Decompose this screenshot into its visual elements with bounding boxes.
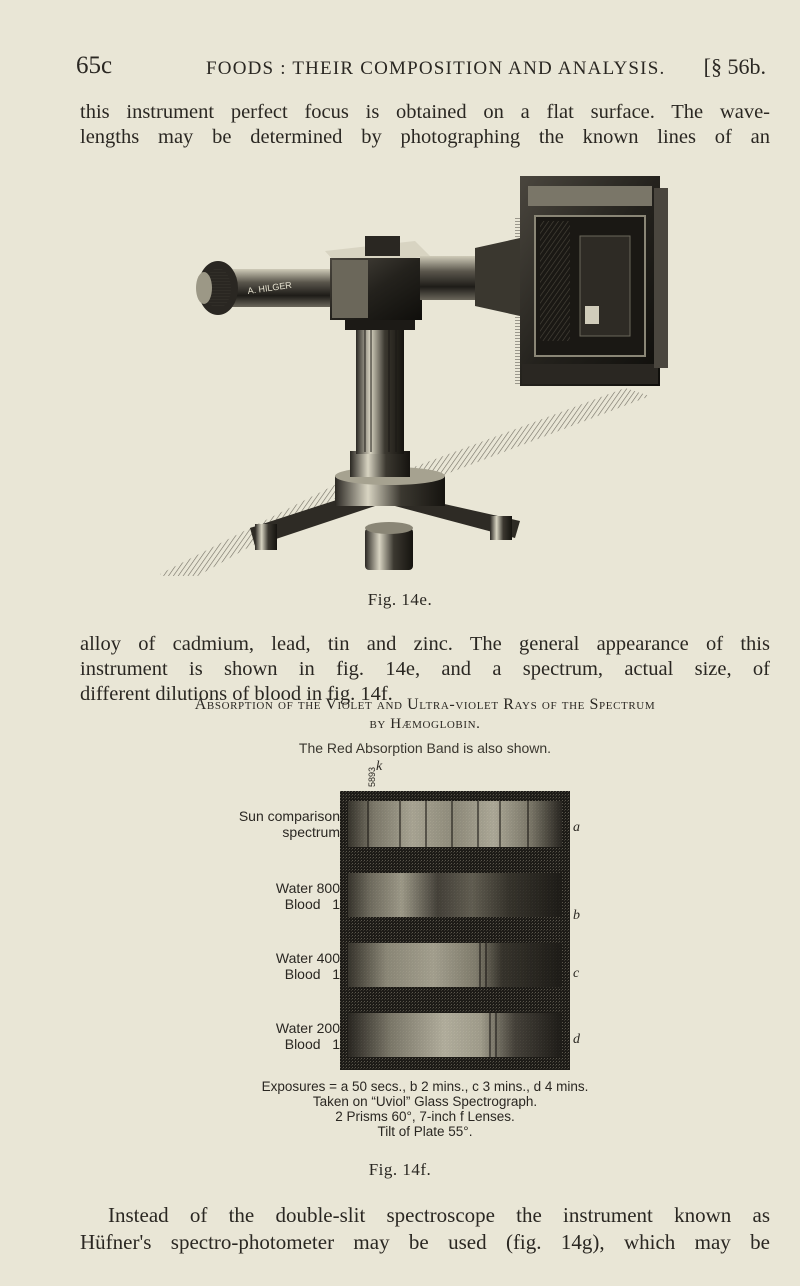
- figure-caption: Fig. 14f.: [368, 1160, 432, 1179]
- row-letter-c: c: [573, 966, 580, 981]
- text-line: Instead of the double-slit spectroscope the instrument known as: [108, 1203, 770, 1227]
- spectrum-photograph: [340, 791, 570, 1070]
- scale-letter: k: [376, 759, 383, 774]
- row-label-line: spectrum: [282, 824, 340, 840]
- tube-marking: A. HILGER: [246, 279, 293, 296]
- tripod-base: [160, 388, 650, 576]
- row-letter-d: d: [573, 1032, 580, 1047]
- figure-title-continued: by Hæmoglobin.: [369, 716, 481, 732]
- text-line: alloy of cadmium, lead, tin and zinc. The general appearance of this: [80, 633, 770, 655]
- paragraph-alternative: [80, 1202, 770, 1256]
- plate-holder: [515, 176, 668, 386]
- spectrum-band-a: [348, 801, 562, 847]
- section-reference: [§ 56b.: [703, 54, 766, 79]
- text-line: Hüfner's spectro-photometer may be used (fig. 14g), which may be: [80, 1230, 770, 1254]
- spectrum-band-b: [348, 873, 562, 917]
- spectrograph-info: Taken on “Uviol” Glass Spectrograph.: [312, 1094, 538, 1109]
- prism-info: 2 Prisms 60°, 7-inch f Lenses.: [335, 1109, 515, 1124]
- paragraph-intro: [80, 100, 770, 150]
- support-column: [345, 316, 415, 477]
- row-label-line: Blood 1: [284, 1036, 340, 1052]
- spectrograph-illustration: [160, 176, 680, 576]
- text-line: instrument is shown in fig. 14e, and a spectrum, actual size, of: [80, 658, 770, 680]
- spectrum-band-d: [348, 1013, 562, 1057]
- figure-caption: Fig. 14e.: [367, 590, 433, 609]
- running-title: FOODS : THEIR COMPOSITION AND ANALYSIS.: [206, 58, 666, 79]
- text-line: different dilutions of blood in fig. 14f.: [80, 683, 393, 705]
- row-letter-b: b: [573, 908, 580, 923]
- wavelength-number: 5893: [367, 766, 377, 787]
- row-label-line: Water 200: [275, 1020, 340, 1036]
- row-label-line: Blood 1: [284, 896, 340, 912]
- prism-housing: [325, 236, 430, 320]
- row-label-line: Water 400: [275, 950, 340, 966]
- row-label-line: Water 800: [275, 880, 340, 896]
- text-line: this instrument perfect focus is obtained on a flat surface. The wave-: [80, 101, 770, 123]
- figure-title: Absorption of the Violet and Ultra-violet Rays of the Spectrum: [194, 696, 656, 713]
- running-header: [76, 52, 766, 86]
- tilt-info: Tilt of Plate 55°.: [377, 1124, 473, 1139]
- row-label-line: Sun comparison: [238, 808, 340, 824]
- text-line: lengths may be determined by photographing the known lines of an: [80, 126, 770, 148]
- page-number: 65c: [76, 52, 113, 79]
- camera-tube: [420, 238, 520, 316]
- spectrum-band-c: [348, 943, 562, 987]
- figure-note: The Red Absorption Band is also shown.: [298, 740, 552, 756]
- row-label-800: [200, 880, 340, 912]
- row-label-line: Blood 1: [284, 966, 340, 982]
- row-label-sun: [200, 808, 340, 840]
- exposure-info: Exposures = a 50 secs., b 2 mins., c 3 mins., d 4 mins.: [261, 1079, 589, 1094]
- row-label-200: [200, 1020, 340, 1052]
- row-label-400: [200, 950, 340, 982]
- collimator-tube: [196, 261, 338, 315]
- row-letter-a: a: [573, 820, 580, 835]
